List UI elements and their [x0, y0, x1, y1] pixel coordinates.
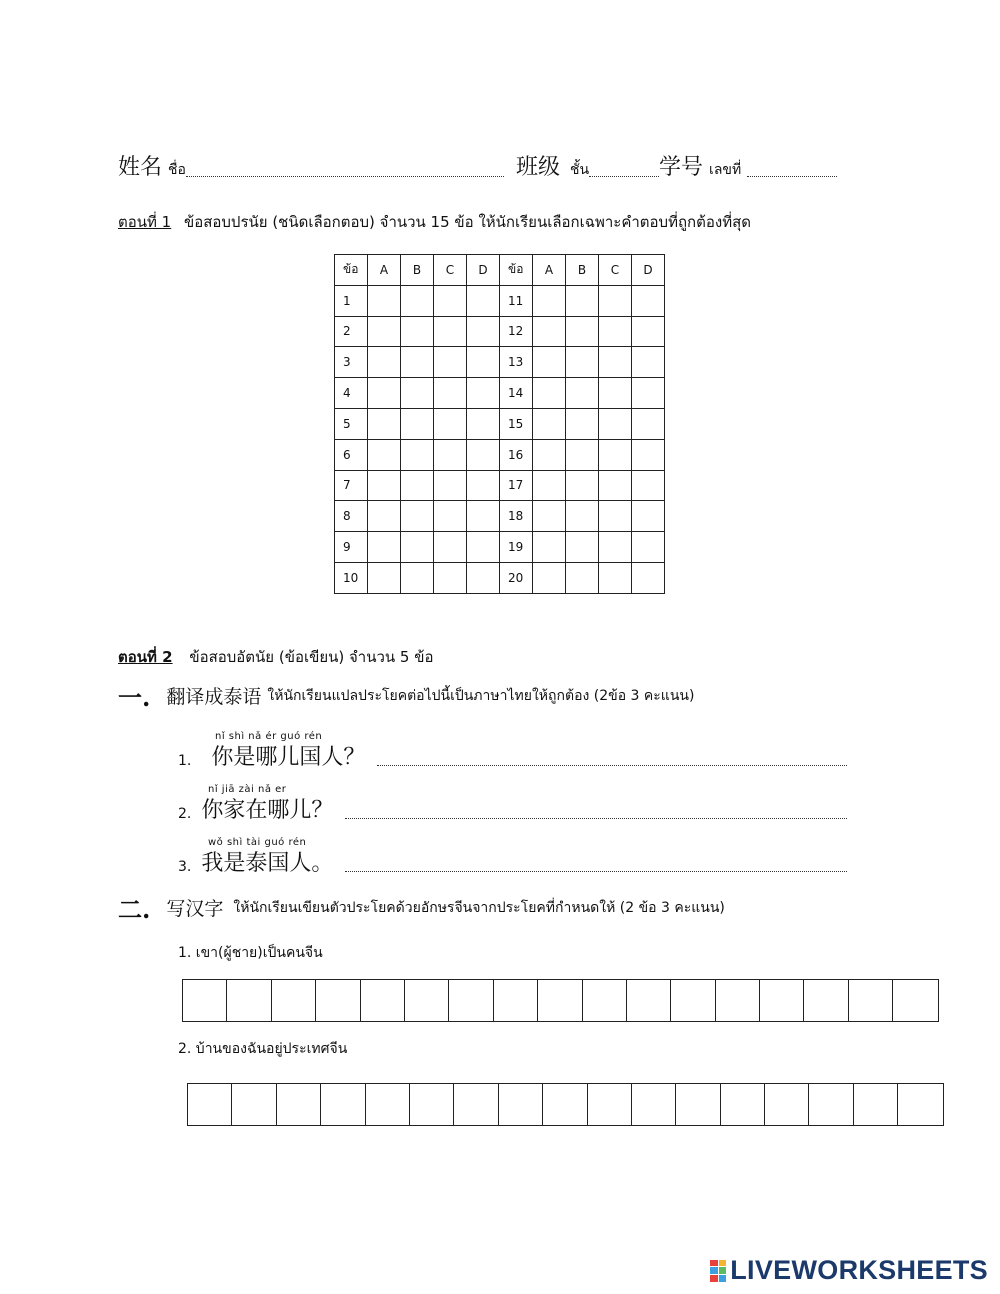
q1-number: 1.: [178, 753, 192, 769]
answer-cell[interactable]: [566, 316, 599, 347]
answer-cell[interactable]: [401, 378, 434, 409]
logo-block: [719, 1260, 727, 1267]
class-field[interactable]: [589, 176, 659, 177]
question-number: 12: [500, 316, 533, 347]
q3-text: 我是泰国人。: [201, 851, 334, 876]
question-2: [178, 793, 847, 824]
answer-cell[interactable]: [467, 470, 500, 501]
part1-label: ตอนที่ 1: [118, 213, 172, 231]
logo-block: [719, 1275, 727, 1282]
answer-cell[interactable]: [467, 562, 500, 593]
answer-cell[interactable]: [434, 501, 467, 532]
writing-box[interactable]: [893, 980, 937, 1021]
answer-cell[interactable]: [632, 470, 665, 501]
writing-box[interactable]: [676, 1084, 720, 1125]
writing-box[interactable]: [898, 1084, 942, 1125]
question-number: 11: [500, 285, 533, 316]
q2-number: 2.: [178, 806, 192, 822]
answer-table-row: [335, 532, 665, 563]
answer-cell[interactable]: [467, 347, 500, 378]
question-3: [178, 846, 847, 877]
section2-instructions: ให้นักเรียนเขียนตัวประโยคด้วยอักษรจีนจากประโยคที่กำหนดให้ (2 ข้อ 3 คะแนน): [233, 899, 725, 916]
liveworksheets-brand: [710, 1255, 988, 1286]
answer-cell[interactable]: [632, 316, 665, 347]
answer-cell[interactable]: [632, 439, 665, 470]
answer-cell[interactable]: [632, 408, 665, 439]
writing-box[interactable]: [405, 980, 449, 1021]
writing-box[interactable]: [449, 980, 493, 1021]
answer-cell[interactable]: [566, 439, 599, 470]
question-number: 9: [335, 532, 368, 563]
student-info-header: [118, 150, 837, 181]
liveworksheets-logo-icon: [710, 1260, 726, 1282]
answer-cell[interactable]: [599, 470, 632, 501]
q3-pinyin: wǒ shì tài guó rén: [208, 837, 307, 848]
answer-cell[interactable]: [401, 501, 434, 532]
answer-cell[interactable]: [566, 347, 599, 378]
section1-title: [118, 678, 694, 713]
writing-box[interactable]: [716, 980, 760, 1021]
question-number: 3: [335, 347, 368, 378]
writing-box[interactable]: [366, 1084, 410, 1125]
question-number: 8: [335, 501, 368, 532]
answer-cell[interactable]: [368, 347, 401, 378]
answer-cell[interactable]: [632, 285, 665, 316]
name-field[interactable]: [186, 176, 504, 177]
answer-cell[interactable]: [434, 316, 467, 347]
class-label-cn: 班级: [515, 155, 560, 180]
writing-box[interactable]: [499, 1084, 543, 1125]
answer-cell[interactable]: [368, 439, 401, 470]
writing-box[interactable]: [277, 1084, 321, 1125]
number-label-cn: 学号: [659, 155, 704, 180]
name-label-cn: 姓名: [118, 155, 163, 180]
writing-item-1-label: 1. เขา(ผู้ชาย)เป็นคนจีน: [178, 945, 323, 961]
answer-cell[interactable]: [566, 408, 599, 439]
answer-cell[interactable]: [467, 501, 500, 532]
section1-marker: 一.: [118, 683, 151, 712]
question-number: 4: [335, 378, 368, 409]
writing-grid-2: [187, 1083, 944, 1126]
answer-table-header: D: [632, 255, 665, 286]
part2-instructions: ข้อสอบอัตนัย (ข้อเขียน) จำนวน 5 ข้อ: [189, 648, 434, 666]
q1-answer-field[interactable]: [377, 765, 847, 766]
question-number: 1: [335, 285, 368, 316]
answer-cell[interactable]: [533, 347, 566, 378]
q2-answer-field[interactable]: [345, 818, 847, 819]
writing-box[interactable]: [232, 1084, 276, 1125]
answer-cell[interactable]: [368, 562, 401, 593]
question-number: 14: [500, 378, 533, 409]
answer-cell[interactable]: [434, 532, 467, 563]
section1-title-cn: 翻译成泰语: [166, 686, 262, 708]
question-number: 20: [500, 562, 533, 593]
answer-table-header: A: [368, 255, 401, 286]
answer-table-header: D: [467, 255, 500, 286]
section2-marker: 二.: [118, 895, 151, 924]
question-number: 6: [335, 439, 368, 470]
writing-box[interactable]: [760, 980, 804, 1021]
writing-box[interactable]: [321, 1084, 365, 1125]
answer-table-row: [335, 501, 665, 532]
writing-box[interactable]: [583, 980, 627, 1021]
answer-table-header: A: [533, 255, 566, 286]
answer-cell[interactable]: [434, 378, 467, 409]
question-number: 15: [500, 408, 533, 439]
writing-box[interactable]: [543, 1084, 587, 1125]
number-label-th: เลขที่: [709, 162, 742, 178]
name-label-th: ชื่อ: [168, 162, 186, 178]
answer-cell[interactable]: [566, 501, 599, 532]
answer-table-header: ข้อ: [335, 255, 368, 286]
answer-cell[interactable]: [401, 347, 434, 378]
writing-box[interactable]: [804, 980, 848, 1021]
question-number: 7: [335, 470, 368, 501]
answer-table-header: B: [401, 255, 434, 286]
q2-pinyin: nǐ jiā zài nǎ er: [208, 784, 287, 795]
answer-table-header: B: [566, 255, 599, 286]
section2-title-cn: 写汉字: [166, 898, 224, 920]
answer-cell[interactable]: [566, 470, 599, 501]
writing-box[interactable]: [227, 980, 271, 1021]
answer-table-row: [335, 470, 665, 501]
writing-box[interactable]: [494, 980, 538, 1021]
answer-cell[interactable]: [599, 408, 632, 439]
answer-cell[interactable]: [566, 532, 599, 563]
answer-cell[interactable]: [533, 408, 566, 439]
question-1: [178, 740, 847, 771]
writing-box[interactable]: [538, 980, 582, 1021]
logo-block: [710, 1260, 718, 1267]
answer-cell[interactable]: [599, 347, 632, 378]
question-number: 5: [335, 408, 368, 439]
answer-table-row: [335, 408, 665, 439]
answer-cell[interactable]: [632, 562, 665, 593]
answer-cell[interactable]: [368, 470, 401, 501]
logo-block: [710, 1275, 718, 1282]
writing-grid-1: [182, 979, 939, 1022]
writing-box[interactable]: [316, 980, 360, 1021]
writing-box[interactable]: [361, 980, 405, 1021]
answer-cell[interactable]: [368, 285, 401, 316]
answer-cell[interactable]: [401, 316, 434, 347]
answer-cell[interactable]: [533, 316, 566, 347]
answer-cell[interactable]: [434, 470, 467, 501]
answer-cell[interactable]: [632, 347, 665, 378]
writing-box[interactable]: [632, 1084, 676, 1125]
answer-cell[interactable]: [599, 378, 632, 409]
writing-box[interactable]: [809, 1084, 853, 1125]
answer-cell[interactable]: [368, 532, 401, 563]
answer-cell[interactable]: [401, 470, 434, 501]
answer-table-row: [335, 347, 665, 378]
answer-cell[interactable]: [434, 408, 467, 439]
section1-instructions: ให้นักเรียนแปลประโยคต่อไปนี้เป็นภาษาไทยให้ถูกต้อง (2ข้อ 3 คะแนน): [267, 687, 695, 704]
answer-cell[interactable]: [368, 501, 401, 532]
answer-cell[interactable]: [467, 378, 500, 409]
answer-cell[interactable]: [533, 439, 566, 470]
answer-cell[interactable]: [434, 285, 467, 316]
question-number: 2: [335, 316, 368, 347]
answer-cell[interactable]: [566, 378, 599, 409]
answer-cell[interactable]: [467, 316, 500, 347]
q1-pinyin: nǐ shì nǎ ér guó rén: [215, 731, 323, 742]
answer-table-header: ข้อ: [500, 255, 533, 286]
logo-block: [719, 1267, 727, 1274]
answer-table-header-row: [335, 255, 665, 286]
question-number: 16: [500, 439, 533, 470]
answer-cell[interactable]: [434, 439, 467, 470]
class-label-th: ชั้น: [569, 162, 590, 178]
q1-text: 你是哪儿国人？: [211, 745, 366, 770]
answer-cell[interactable]: [599, 285, 632, 316]
question-number: 18: [500, 501, 533, 532]
writing-box[interactable]: [671, 980, 715, 1021]
answer-cell[interactable]: [533, 562, 566, 593]
answer-table-row: [335, 562, 665, 593]
question-number: 10: [335, 562, 368, 593]
answer-cell[interactable]: [566, 562, 599, 593]
question-number: 13: [500, 347, 533, 378]
writing-box[interactable]: [454, 1084, 498, 1125]
writing-box[interactable]: [765, 1084, 809, 1125]
part2-title: [118, 645, 434, 669]
answer-cell[interactable]: [467, 532, 500, 563]
answer-cell[interactable]: [467, 285, 500, 316]
answer-cell[interactable]: [467, 408, 500, 439]
part1-title: [118, 210, 751, 234]
answer-cell[interactable]: [401, 408, 434, 439]
answer-table: [334, 254, 665, 594]
answer-cell[interactable]: [401, 532, 434, 563]
writing-item-2-label: 2. บ้านของฉันอยู่ประเทศจีน: [178, 1041, 348, 1057]
writing-box[interactable]: [854, 1084, 898, 1125]
number-field[interactable]: [747, 176, 837, 177]
answer-cell[interactable]: [368, 316, 401, 347]
answer-cell[interactable]: [599, 501, 632, 532]
answer-table-header: C: [434, 255, 467, 286]
answer-cell[interactable]: [599, 532, 632, 563]
answer-cell[interactable]: [434, 562, 467, 593]
answer-cell[interactable]: [632, 532, 665, 563]
answer-cell[interactable]: [533, 501, 566, 532]
answer-cell[interactable]: [599, 439, 632, 470]
answer-cell[interactable]: [632, 501, 665, 532]
answer-table-row: [335, 439, 665, 470]
writing-box[interactable]: [272, 980, 316, 1021]
logo-block: [710, 1267, 718, 1274]
answer-cell[interactable]: [401, 439, 434, 470]
answer-cell[interactable]: [566, 285, 599, 316]
answer-table-row: [335, 378, 665, 409]
writing-box[interactable]: [627, 980, 671, 1021]
q2-text: 你家在哪儿？: [201, 798, 334, 823]
answer-table-row: [335, 316, 665, 347]
answer-cell[interactable]: [401, 562, 434, 593]
question-number: 19: [500, 532, 533, 563]
answer-cell[interactable]: [632, 378, 665, 409]
answer-cell[interactable]: [533, 378, 566, 409]
brand-name: LIVEWORKSHEETS: [730, 1255, 988, 1285]
answer-cell[interactable]: [533, 470, 566, 501]
q3-number: 3.: [178, 859, 192, 875]
part1-instructions: ข้อสอบปรนัย (ชนิดเลือกตอบ) จำนวน 15 ข้อ ให้นักเรียนเลือกเฉพาะคำตอบที่ถูกต้องที่สุด: [183, 213, 751, 231]
answer-cell[interactable]: [467, 439, 500, 470]
writing-box[interactable]: [721, 1084, 765, 1125]
answer-cell[interactable]: [368, 408, 401, 439]
answer-cell[interactable]: [599, 562, 632, 593]
answer-cell[interactable]: [533, 285, 566, 316]
writing-box[interactable]: [410, 1084, 454, 1125]
writing-box[interactable]: [188, 1084, 232, 1125]
writing-box[interactable]: [183, 980, 227, 1021]
answer-cell[interactable]: [434, 347, 467, 378]
answer-cell[interactable]: [599, 316, 632, 347]
answer-cell[interactable]: [368, 378, 401, 409]
q3-answer-field[interactable]: [345, 871, 847, 872]
answer-cell[interactable]: [401, 285, 434, 316]
part2-label: ตอนที่ 2: [118, 648, 173, 666]
answer-table-header: C: [599, 255, 632, 286]
writing-box[interactable]: [588, 1084, 632, 1125]
writing-box[interactable]: [849, 980, 893, 1021]
question-number: 17: [500, 470, 533, 501]
answer-cell[interactable]: [533, 532, 566, 563]
answer-table-row: [335, 285, 665, 316]
section2-title: [118, 890, 725, 925]
